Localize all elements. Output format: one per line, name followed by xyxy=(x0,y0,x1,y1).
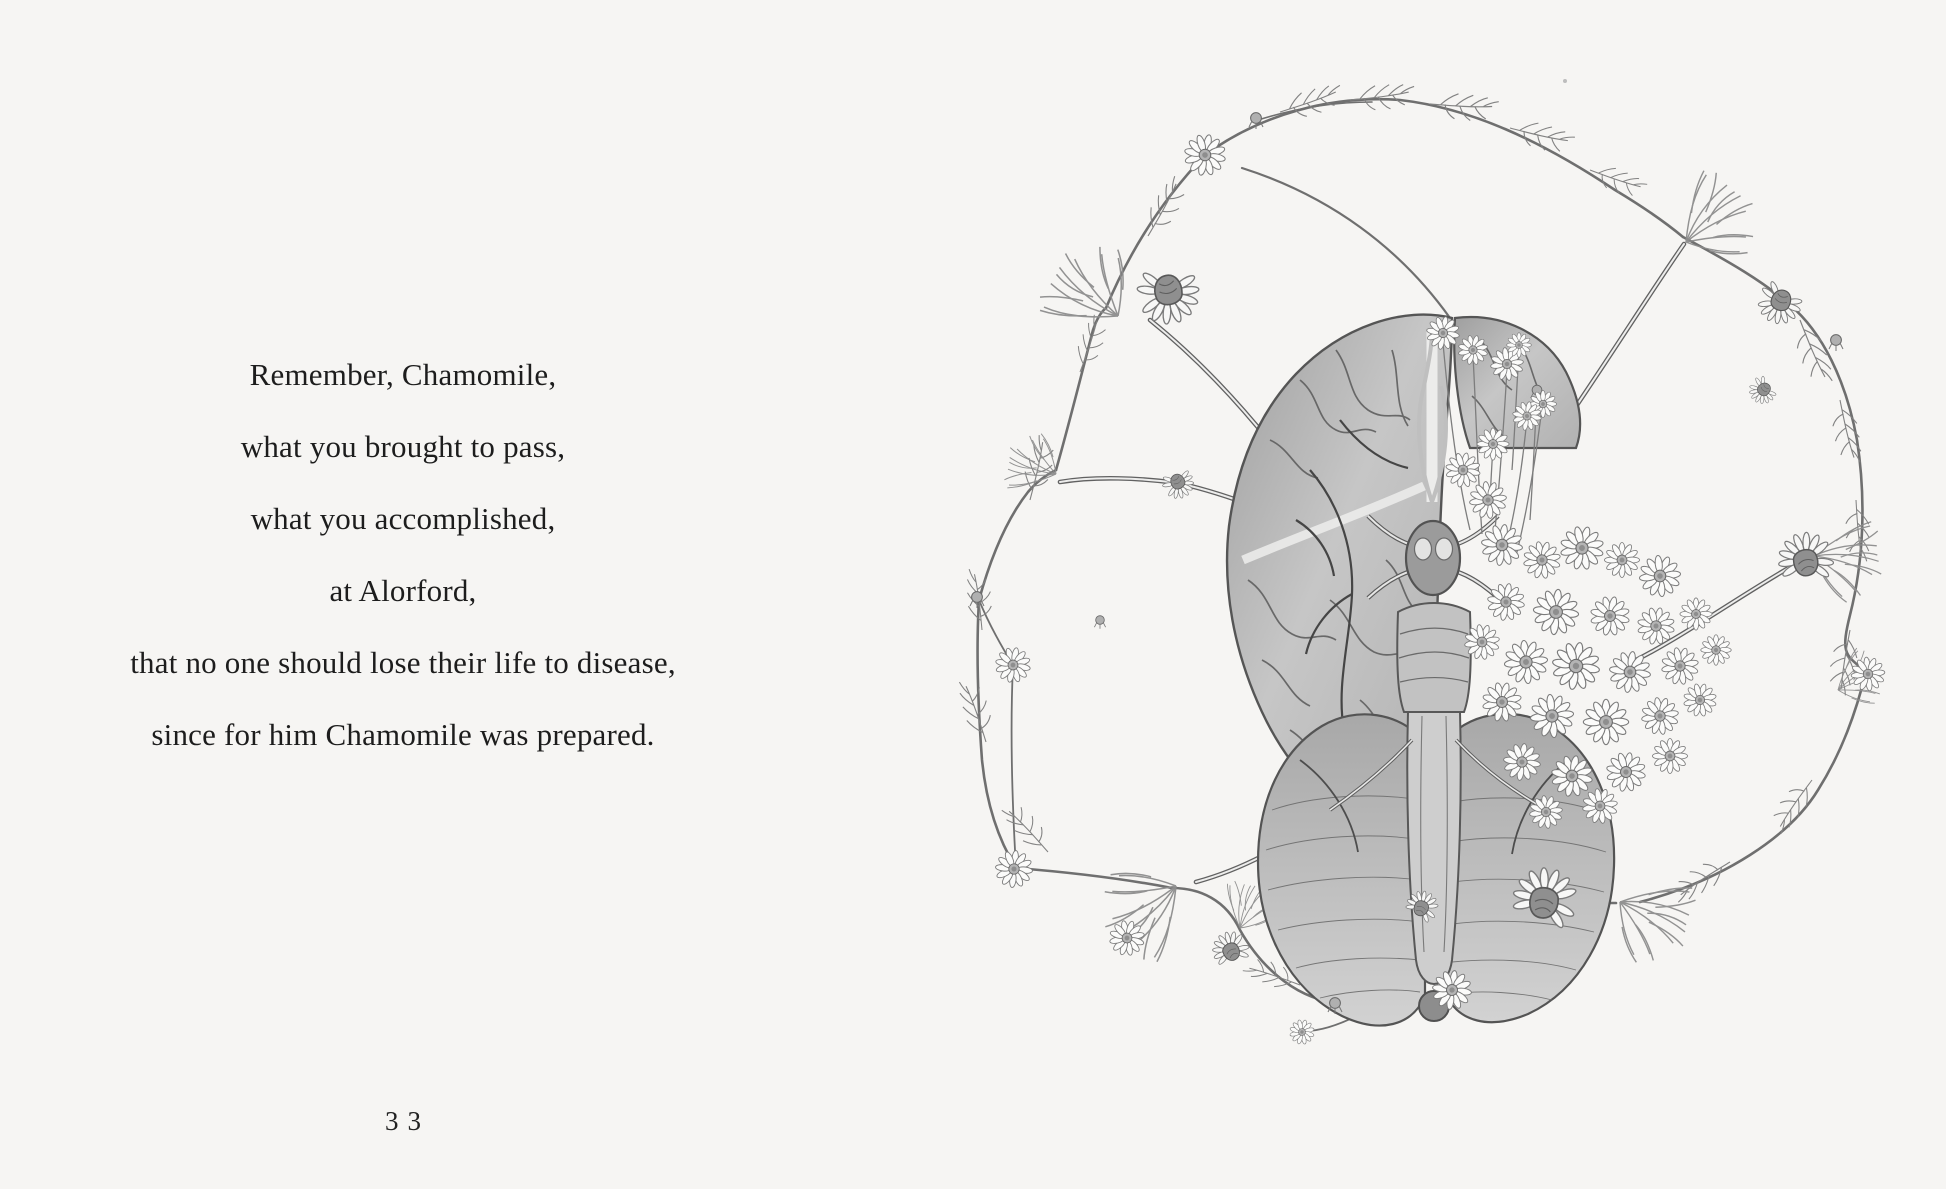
poem-line: what you accomplished, xyxy=(250,501,556,536)
poem-line: that no one should lose their life to disease, xyxy=(130,645,676,680)
page-number: 33 xyxy=(385,1106,430,1136)
poem-line: at Alorford, xyxy=(329,573,477,608)
paper-speck xyxy=(1563,79,1567,83)
poem-line: Remember, Chamomile, xyxy=(249,357,557,392)
poem-line: since for him Chamomile was prepared. xyxy=(151,717,655,752)
poem-line: what you brought to pass, xyxy=(240,429,566,464)
